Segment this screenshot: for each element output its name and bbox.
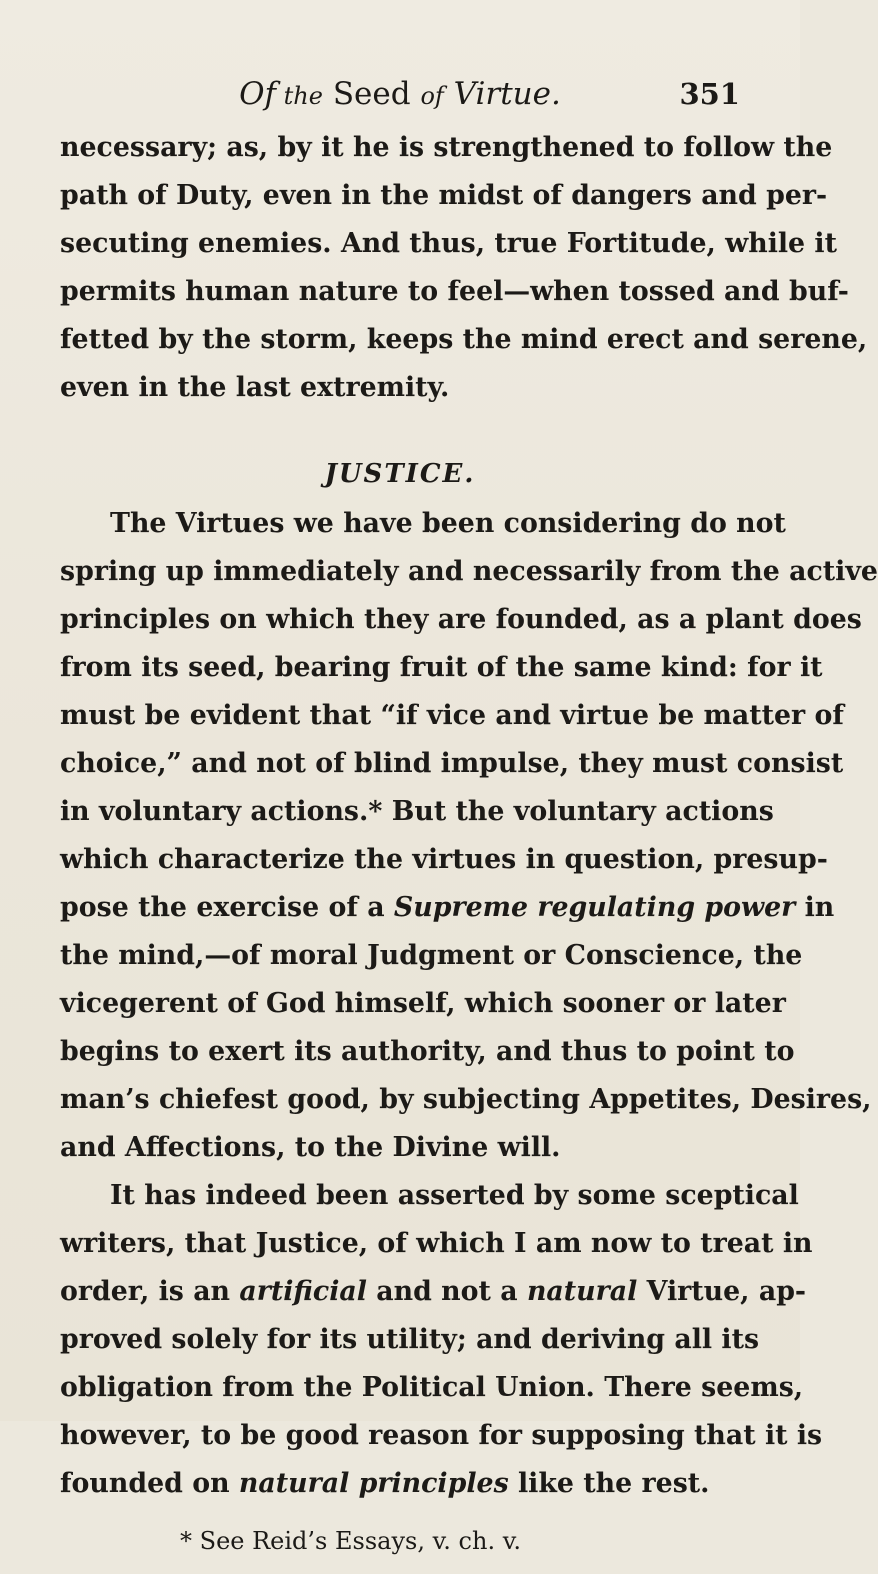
text-line: from its seed, bearing fruit of the same kind: for it (60, 652, 823, 683)
running-title-word: of (420, 82, 444, 110)
text-line: and Affections, to the Divine will. (60, 1132, 561, 1163)
running-title (60, 72, 740, 118)
text-line (60, 1460, 740, 1508)
text-line: the mind,—of moral Judgment or Conscience, the (60, 940, 803, 971)
text-line: It has indeed been asserted by some sceptical (110, 1180, 799, 1211)
running-title-word: the (276, 82, 323, 110)
text-line: The Virtues we have been considering do not (110, 508, 786, 539)
text-line: proved solely for its utility; and deriving all its (60, 1324, 760, 1355)
text-line: which characterize the virtues in question, presup- (60, 844, 828, 875)
text-line: path of Duty, even in the midst of dangers and per- (60, 180, 828, 211)
text-run: like the rest. (508, 1468, 710, 1499)
text-line: man’s chiefest good, by subjecting Appetites, Desires, (60, 1084, 872, 1115)
text-line: in voluntary actions.* But the voluntary actions (60, 796, 774, 827)
text-line: begins to exert its authority, and thus to point to (60, 1036, 795, 1067)
running-head (60, 72, 740, 116)
paragraph-justice-intro (60, 500, 878, 1172)
text-line: secuting enemies. And thus, true Fortitude, while it (60, 228, 837, 259)
text-run: Virtue, ap- (637, 1276, 807, 1307)
text-line: choice,” and not of blind impulse, they must consist (60, 748, 844, 779)
running-title-word: Of (239, 76, 277, 112)
running-title-word: Seed (322, 76, 421, 112)
paragraph-fortitude-end (60, 124, 868, 412)
text-line: vicegerent of God himself, which sooner or later (60, 988, 786, 1019)
text-line: fetted by the storm, keeps the mind erect and serene, (60, 324, 868, 355)
text-run: in (795, 892, 835, 923)
page-number: 351 (679, 77, 740, 111)
footnote: * See Reid’s Essays, v. ch. v. (180, 1527, 522, 1555)
text-line: principles on which they are founded, as a plant does (60, 604, 862, 635)
text-line: spring up immediately and necessarily from the active (60, 556, 878, 587)
text-line: must be evident that “if vice and virtue be matter of (60, 700, 844, 731)
page-body (60, 124, 878, 1556)
text-line (60, 884, 835, 932)
italic-phrase: artificial (239, 1276, 367, 1307)
text-line: permits human nature to feel—when tossed and buf- (60, 276, 849, 307)
text-line: however, to be good reason for supposing that it is (60, 1420, 823, 1451)
text-line: necessary; as, by it he is strengthened to follow the (60, 132, 833, 163)
text-run: order, is an (60, 1276, 240, 1307)
text-run: and not a (366, 1276, 527, 1307)
italic-phrase: Supreme regulating power (393, 892, 796, 923)
italic-phrase: natural principles (238, 1468, 509, 1499)
paragraph-justice-argument (60, 1172, 823, 1508)
text-line: writers, that Justice, of which I am now to treat in (60, 1228, 813, 1259)
text-run: founded on (60, 1468, 239, 1499)
text-line: obligation from the Political Union. There seems, (60, 1372, 804, 1403)
text-line: even in the last extremity. (60, 372, 450, 403)
italic-phrase: natural (526, 1276, 638, 1307)
section-heading: JUSTICE. (324, 459, 476, 489)
text-line (60, 1268, 807, 1316)
text-run: pose the exercise of a (60, 892, 394, 923)
running-title-word: Virtue. (443, 76, 561, 112)
